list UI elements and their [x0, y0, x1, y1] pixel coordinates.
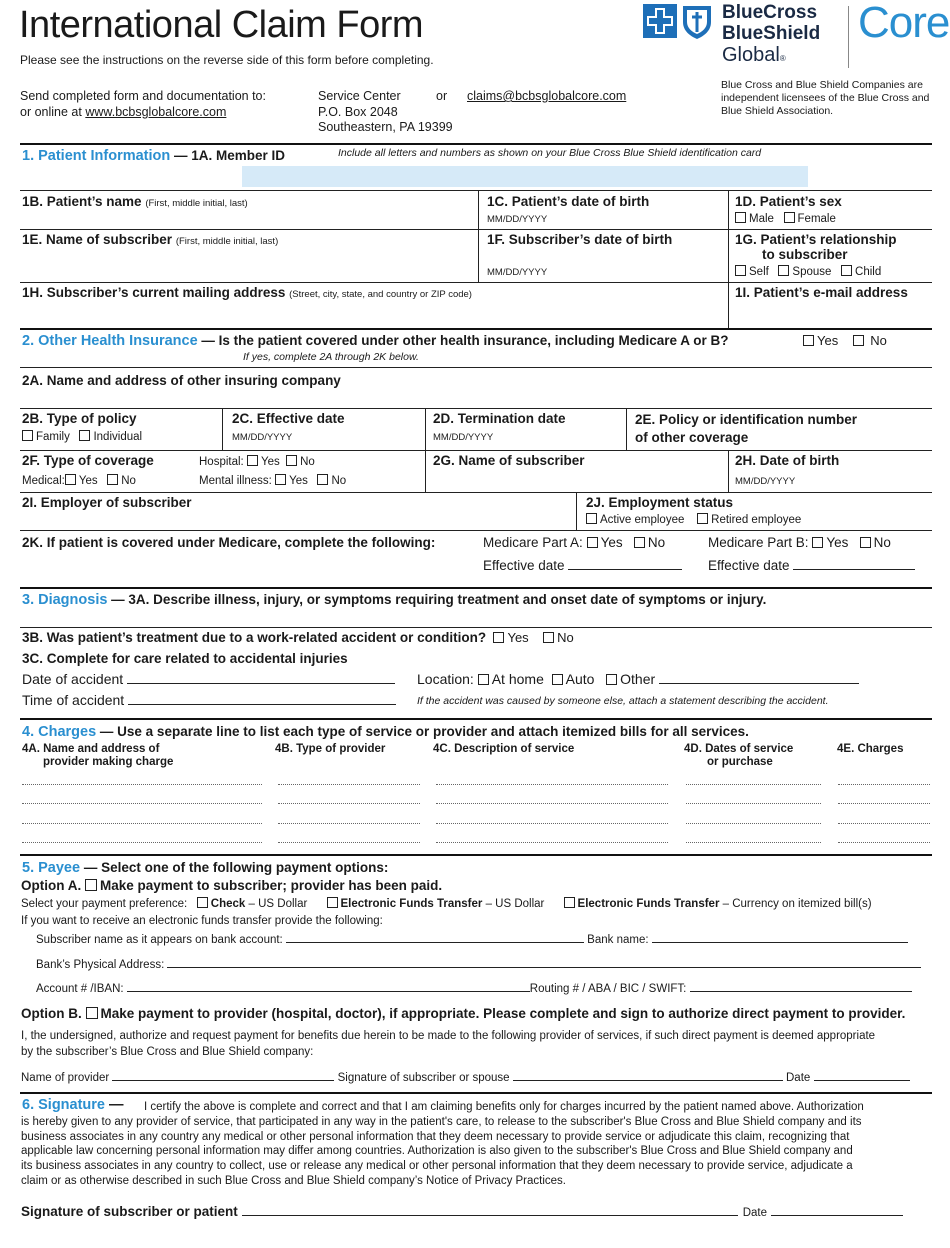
form-title: International Claim Form — [19, 4, 424, 46]
blue-shield-icon — [681, 4, 713, 40]
email-label: 1I. Patient’s e-mail address — [735, 285, 908, 300]
authorization-text: I, the undersigned, authorize and request payment for benefits due herein to be made to the following provider of services, if such direct payment is deemed appropriate by the subscriber’s Blue Cross and Blue Shield company: — [21, 1030, 876, 1058]
form-subtitle: Please see the instructions on the reverse side of this form before completing. — [20, 53, 434, 67]
logo-wordmark: BlueCross BlueShield — [722, 2, 821, 44]
time-of-accident: Time of accident — [22, 692, 396, 708]
other-insurer-label: 2A. Name and address of other insuring company — [22, 373, 341, 388]
other-insurance-note: If yes, complete 2A through 2K below. — [243, 351, 419, 363]
option-b-checkbox[interactable] — [86, 1007, 98, 1019]
website-link[interactable]: www.bcbsglobalcore.com — [85, 104, 227, 119]
termination-date-label: 2D. Termination date — [433, 411, 566, 426]
option-a: Option A. Make payment to subscriber; provider has been paid. — [21, 878, 443, 893]
employment-status-label: 2J. Employment status — [586, 495, 734, 510]
accidental-care-label: 3C. Complete for care related to accidental injuries — [22, 651, 348, 666]
patient-dob-label: 1C. Patient’s date of birth — [487, 194, 650, 209]
mental-illness-options: Mental illness: Yes No — [199, 475, 347, 487]
family-checkbox[interactable] — [22, 430, 33, 441]
self-checkbox[interactable] — [735, 265, 746, 276]
medical-no[interactable] — [107, 474, 118, 485]
child-checkbox[interactable] — [841, 265, 852, 276]
work-related-label: 3B. Was patient’s treatment due to a work-related accident or condition? Yes No — [22, 630, 574, 645]
mailing-address-label: 1H. Subscriber’s current mailing address (Street, city, state, and country or ZIP code) — [22, 285, 472, 300]
at-home-checkbox[interactable] — [478, 674, 489, 685]
spouse-checkbox[interactable] — [778, 265, 789, 276]
medicare-part-b: Medicare Part B: Yes No — [708, 535, 891, 550]
section-5-heading: 5. Payee — Select one of the following payment options: — [22, 860, 389, 876]
patient-sex-options: Male Female — [735, 212, 836, 226]
medicare-part-a: Medicare Part A: Yes No — [483, 535, 666, 550]
member-id-note: Include all letters and numbers as shown on your Blue Cross Blue Shield identification card — [338, 147, 762, 159]
licensee-disclaimer: Blue Cross and Blue Shield Companies are independent licensees of the Blue Cross and Blue Shield Association. — [721, 79, 930, 117]
hospital-no[interactable] — [286, 455, 297, 466]
logo-global: Global® — [722, 44, 786, 66]
effective-date-label: 2C. Effective date — [232, 411, 345, 426]
hospital-options: Hospital: Yes No — [199, 456, 315, 468]
mental-no[interactable] — [317, 474, 328, 485]
other-insurance-no[interactable] — [853, 335, 864, 346]
other-location-checkbox[interactable] — [606, 674, 617, 685]
other-subscriber-name-label: 2G. Name of subscriber — [433, 453, 585, 468]
logo-core: Core — [858, 0, 950, 47]
relationship-options: Self Spouse Child — [735, 265, 881, 279]
check-checkbox[interactable] — [197, 897, 208, 908]
mental-yes[interactable] — [275, 474, 286, 485]
certification-text: is hereby given to any provider of service, that participated in any way in the patient's care, to release to the subscriber's Blue Cross and Blue Shield company and its business associates in any country any medical or other personal information that they deem necessary to provide service or adjudicate this claim, recognizing that applicable law concerning personal information may differ among countries. Authorization is also given to the subscriber's Blue Cross and Blue Shield company and its business associates in any country to collect, use or release any medical or other personal information that they deem necessary to provide service, adjudicate a claim or as otherwise described in such Blue Cross and Blue Shield company’s Notice of Privacy Practices. — [21, 1115, 862, 1187]
col-dates: 4D. Dates of service or purchase — [684, 743, 794, 768]
part-a-no[interactable] — [634, 537, 645, 548]
patient-sex-label: 1D. Patient’s sex — [735, 194, 842, 209]
medical-yes[interactable] — [65, 474, 76, 485]
patient-dob-format: MM/DD/YYYY — [487, 214, 548, 225]
effective-date-format: MM/DD/YYYY — [232, 432, 293, 443]
col-charges: 4E. Charges — [837, 743, 904, 755]
bank-subscriber-name: Subscriber name as it appears on bank account: Bank name: — [36, 932, 908, 947]
work-related-yes[interactable] — [493, 632, 504, 643]
option-b: Option B. Make payment to provider (hospital, doctor), if appropriate. Please complete and sign to authorize direct payment to provider. — [21, 1006, 906, 1021]
retired-employee-checkbox[interactable] — [697, 513, 708, 524]
bank-address: Bank’s Physical Address: — [36, 957, 921, 972]
certification-line-1: I certify the above is complete and correct and that I am claiming benefits only for charges incurred by the patient named above. Authorization — [144, 1101, 864, 1113]
accident-note: If the accident was caused by someone else, attach a statement describing the accident. — [417, 695, 829, 707]
eft-usd-checkbox[interactable] — [327, 897, 338, 908]
subscriber-name-label: 1E. Name of subscriber (First, middle initial, last) — [22, 232, 279, 247]
or-text: or — [436, 89, 448, 103]
other-dob-label: 2H. Date of birth — [735, 453, 840, 468]
eft-currency-checkbox[interactable] — [564, 897, 575, 908]
section-2-heading: 2. Other Health Insurance — Is the patient covered under other health insurance, including Medicare A or B? — [22, 333, 729, 349]
other-insurance-yes[interactable] — [803, 335, 814, 346]
send-instructions: Send completed form and documentation to: or online at www.bcbsglobalcore.com — [20, 89, 266, 119]
subscriber-dob-format: MM/DD/YYYY — [487, 267, 548, 278]
female-checkbox[interactable] — [784, 212, 795, 223]
active-employee-checkbox[interactable] — [586, 513, 597, 524]
part-a-yes[interactable] — [587, 537, 598, 548]
mailing-address: Service Center P.O. Box 2048 Southeastern, PA 19399 — [318, 89, 453, 135]
male-checkbox[interactable] — [735, 212, 746, 223]
blue-cross-icon — [643, 4, 677, 38]
provider-signature-row: Name of provider Signature of subscriber or spouse Date — [21, 1070, 910, 1085]
part-b-no[interactable] — [860, 537, 871, 548]
medicare-label: 2K. If patient is covered under Medicare, complete the following: — [22, 535, 436, 550]
other-insurance-options: Yes No — [803, 333, 887, 348]
relationship-label: 1G. Patient’s relationship to subscriber — [735, 232, 897, 262]
part-a-effective-date: Effective date — [483, 558, 682, 573]
col-provider-type: 4B. Type of provider — [275, 743, 386, 755]
termination-date-format: MM/DD/YYYY — [433, 432, 494, 443]
patient-name-label: 1B. Patient’s name (First, middle initial, last) — [22, 194, 248, 209]
medical-options: Medical: Yes No — [22, 475, 136, 487]
coverage-type-label: 2F. Type of coverage — [22, 453, 154, 468]
auto-checkbox[interactable] — [552, 674, 563, 685]
part-b-effective-date: Effective date — [708, 558, 915, 573]
member-id-field[interactable] — [242, 166, 808, 187]
accident-location: Location: At home Auto Other — [417, 671, 859, 687]
hospital-yes[interactable] — [247, 455, 258, 466]
date-of-accident: Date of accident — [22, 671, 395, 687]
individual-checkbox[interactable] — [79, 430, 90, 441]
section-1-heading: 1. Patient Information — 1A. Member ID — [22, 148, 286, 164]
email-link[interactable]: claims@bcbsglobalcore.com — [467, 89, 627, 103]
part-b-yes[interactable] — [812, 537, 823, 548]
section-3-heading: 3. Diagnosis — 3A. Describe illness, injury, or symptoms requiring treatment and onset date of symptoms or injury. — [22, 592, 767, 608]
col-service-description: 4C. Description of service — [433, 743, 575, 755]
employer-label: 2I. Employer of subscriber — [22, 495, 192, 510]
eft-intro: If you want to receive an electronic funds transfer provide the following: — [21, 915, 383, 927]
policy-number-label: 2E. Policy or identification number of other coverage — [635, 412, 858, 445]
policy-type-options: Family Individual — [22, 430, 142, 444]
work-related-no[interactable] — [543, 632, 554, 643]
section-6-heading: 6. Signature — — [22, 1097, 124, 1113]
section-4-heading: 4. Charges — Use a separate line to list each type of service or provider and attach itemized bills for all services. — [22, 724, 749, 740]
subscriber-dob-label: 1F. Subscriber’s date of birth — [487, 232, 673, 247]
col-provider: 4A. Name and address of provider making charge — [22, 743, 174, 768]
employment-status-options: Active employee Retired employee — [586, 513, 801, 527]
final-signature-row: Signature of subscriber or patient Date — [21, 1203, 903, 1221]
policy-type-label: 2B. Type of policy — [22, 411, 137, 426]
option-a-checkbox[interactable] — [85, 879, 97, 891]
payment-preference: Select your payment preference: Check – US Dollar Electronic Funds Transfer – US Dollar Electronic Funds Transfer – Currency on itemized bill(s) — [21, 898, 872, 910]
account-number: Account # /IBAN: Routing # / ABA / BIC / SWIFT: — [36, 981, 912, 996]
other-dob-format: MM/DD/YYYY — [735, 476, 796, 487]
